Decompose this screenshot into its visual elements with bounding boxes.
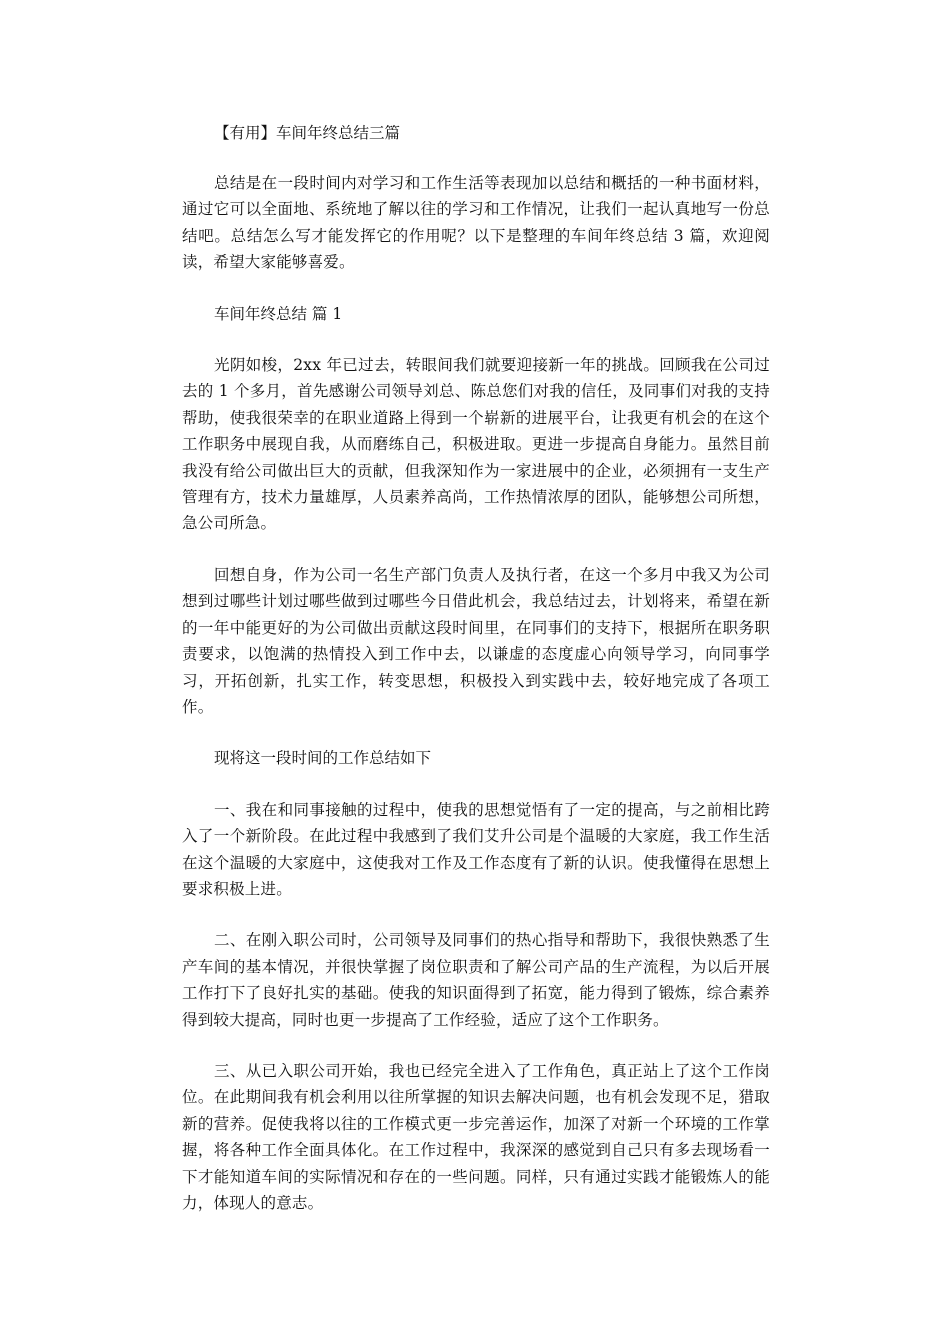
document-title: 【有用】车间年终总结三篇 xyxy=(214,124,401,142)
summary-item-1: 一、我在和同事接触的过程中，使我的思想觉悟有了一定的提高，与之前相比跨入了一个新阶段。在此过程中我感到了我们艾升公司是个温暖的大家庭，我工作生活在这个温暖的大家庭中，这使我对工作及工作态度有了新的认识。使我懂得在思想上要求积极上进。 xyxy=(182,800,770,898)
intro-paragraph: 总结是在一段时间内对学习和工作生活等表现加以总结和概括的一种书面材料，通过它可以全面地、系统地了解以往的学习和工作情况，让我们一起认真地写一份总结吧。总结怎么写才能发挥它的作用呢？以下是整理的车间年终总结 3 篇，欢迎阅读，希望大家能够喜爱。 xyxy=(182,174,770,272)
summary-item-3: 三、从已入职公司开始，我也已经完全进入了工作角色，真正站上了这个工作岗位。在此期间我有机会利用以往所掌握的知识去解决问题，也有机会发现不足，猎取新的营养。促使我将以往的工作模式更一步完善运作，加深了对新一个环境的工作掌握，将各种工作全面具体化。在工作过程中，我深深的感觉到自己只有多去现场看一下才能知道车间的实际情况和存在的一些问题。同样，只有通过实践才能锻炼人的能力，体现人的意志。 xyxy=(182,1061,770,1212)
body-paragraph-1: 光阴如梭，2xx 年已过去，转眼间我们就要迎接新一年的挑战。回顾我在公司过去的 1 个多月，首先感谢公司领导刘总、陈总您们对我的信任，及同事们对我的支持帮助，使我很荣幸的在职业道路上得到一个崭新的进展平台，让我更有机会的在这个工作职务中展现自我，从而磨练自己，积极进取。更进一步提高自身能力。虽然目前我没有给公司做出巨大的贡献，但我深知作为一家进展中的企业，必须拥有一支生产管理有方，技术力量雄厚，人员素养高尚，工作热情浓厚的团队，能够想公司所想，急公司所急。 xyxy=(182,356,770,533)
body-paragraph-2: 回想自身，作为公司一名生产部门负责人及执行者，在这一个多月中我又为公司想到过哪些计划过哪些做到过哪些今日借此机会，我总结过去，计划将来，希望在新的一年中能更好的为公司做出贡献这段时间里，在同事们的支持下，根据所在职务职责要求，以饱满的热情投入到工作中去，以谦虚的态度虚心向领导学习，向同事学习，开拓创新，扎实工作，转变思想，积极投入到实践中去，较好地完成了各项工作。 xyxy=(182,565,770,716)
document-body xyxy=(182,120,770,1241)
summary-heading: 现将这一段时间的工作总结如下 xyxy=(214,749,432,768)
summary-item-2: 二、在刚入职公司时，公司领导及同事们的热心指导和帮助下，我很快熟悉了生产车间的基本情况，并很快掌握了岗位职责和了解公司产品的生产流程，为以后开展工作打下了良好扎实的基础。使我的知识面得到了拓宽，能力得到了锻炼，综合素养得到较大提高，同时也更一步提高了工作经验，适应了这个工作职务。 xyxy=(182,931,770,1029)
section-heading: 车间年终总结 篇 1 xyxy=(214,304,343,323)
